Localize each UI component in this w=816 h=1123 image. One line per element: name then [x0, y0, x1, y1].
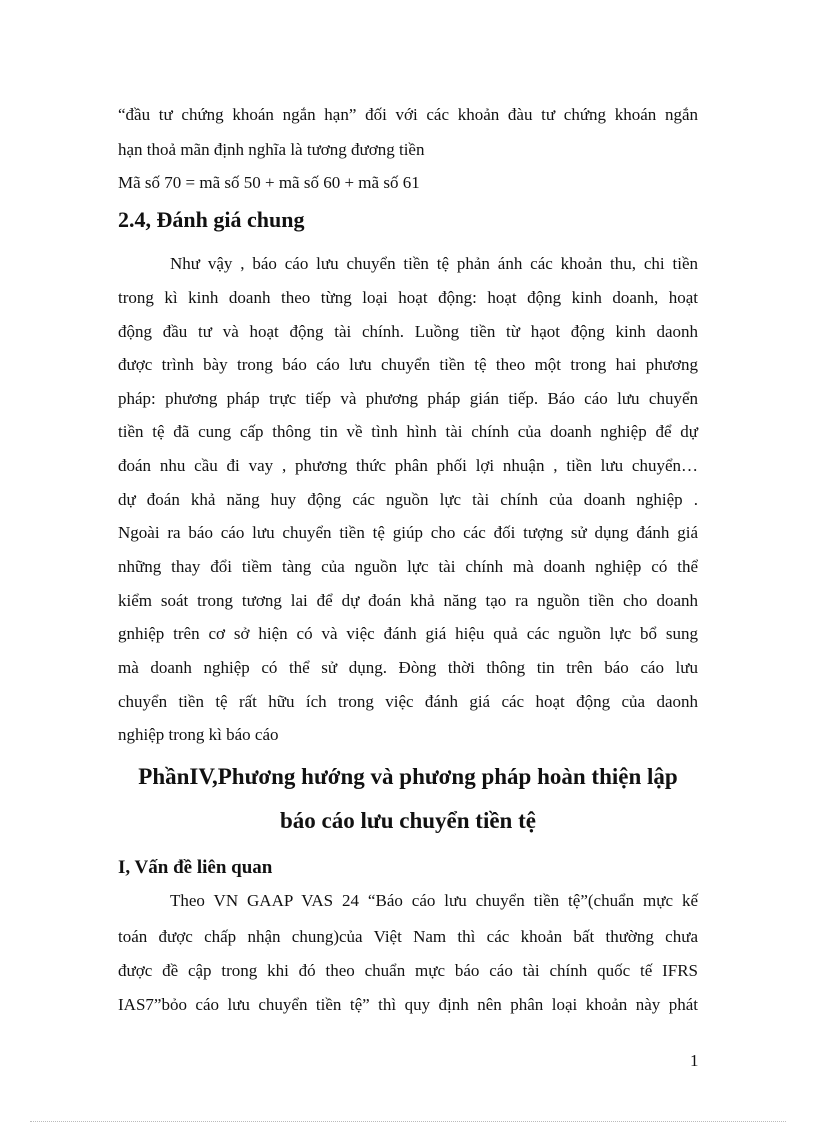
- paragraph-line: chuyển tiền tệ rất hữu ích trong việc đánh giá các hoạt động của daonh: [118, 692, 698, 711]
- paragraph-line: trong kì kinh doanh theo từng loại hoạt động: hoạt động kinh doanh, hoạt: [118, 288, 698, 307]
- paragraph-line: gnhiệp trên cơ sở hiện có và việc đánh giá hiệu quả các nguồn lực bổ sung: [118, 624, 698, 643]
- paragraph-line: toán được chấp nhận chung)của Việt Nam thì các khoản bất thường chưa: [118, 927, 698, 946]
- paragraph-line: động đầu tư và hoạt động tài chính. Luồng tiền từ hạot động kinh daonh: [118, 322, 698, 341]
- formula-line: Mã số 70 = mã số 50 + mã số 60 + mã số 61: [118, 173, 420, 192]
- paragraph-line: đoán nhu cầu đi vay , phương thức phân phối lợi nhuận , tiền lưu chuyển…: [118, 456, 698, 475]
- paragraph-line: IAS7”bỏo cáo lưu chuyển tiền tệ” thì quy định nên phân loại khoản này phát: [118, 995, 698, 1014]
- intro-line: hạn thoả mãn định nghĩa là tương đương tiền: [118, 140, 425, 159]
- paragraph-line: Như vậy , báo cáo lưu chuyển tiền tệ phản ánh các khoản thu, chi tiền: [170, 254, 698, 273]
- paragraph-line: nghiệp trong kì báo cáo: [118, 725, 279, 744]
- paragraph-line: được trình bày trong báo cáo lưu chuyển tiền tệ theo một trong hai phương: [118, 355, 698, 374]
- section-heading-i: I, Vấn đề liên quan: [118, 857, 273, 878]
- paragraph-line: kiểm soát trong tương lai để dự đoán khả năng tạo ra nguồn tiền cho doanh: [118, 591, 698, 610]
- paragraph-line: tiền tệ đã cung cấp thông tin về tình hình tài chính của doanh nghiệp để dự: [118, 422, 698, 441]
- paragraph-line: những thay đổi tiềm tàng của nguồn lực tài chính mà doanh nghiệp có thể: [118, 557, 698, 576]
- footer-divider: [30, 1121, 786, 1122]
- section-heading-2-4: 2.4, Đánh giá chung: [118, 207, 305, 232]
- paragraph-line: dự đoán khả năng huy động các nguồn lực tài chính của doanh nghiệp .: [118, 490, 698, 509]
- paragraph-line: pháp: phương pháp trực tiếp và phương pháp gián tiếp. Báo cáo lưu chuyển: [118, 389, 698, 408]
- paragraph-line: Ngoài ra báo cáo lưu chuyển tiền tệ giúp cho các đối tượng sử dụng đánh giá: [118, 523, 698, 542]
- paragraph-line: mà doanh nghiệp có thể sử dụng. Đòng thời thông tin trên báo cáo lưu: [118, 658, 698, 677]
- intro-line: “đầu tư chứng khoán ngắn hạn” đối với các khoản đàu tư chứng khoán ngắn: [118, 105, 698, 124]
- part-iv-title: báo cáo lưu chuyển tiền tệ: [280, 808, 536, 833]
- paragraph-line: được đề cập trong khi đó theo chuẩn mực báo cáo tài chính quốc tế IFRS: [118, 961, 698, 980]
- page-number: 1: [690, 1051, 699, 1070]
- part-iv-title: PhầnIV,Phương hướng và phương pháp hoàn thiện lập: [138, 764, 678, 789]
- paragraph-line: Theo VN GAAP VAS 24 “Báo cáo lưu chuyển tiền tệ”(chuẩn mực kế: [170, 891, 698, 910]
